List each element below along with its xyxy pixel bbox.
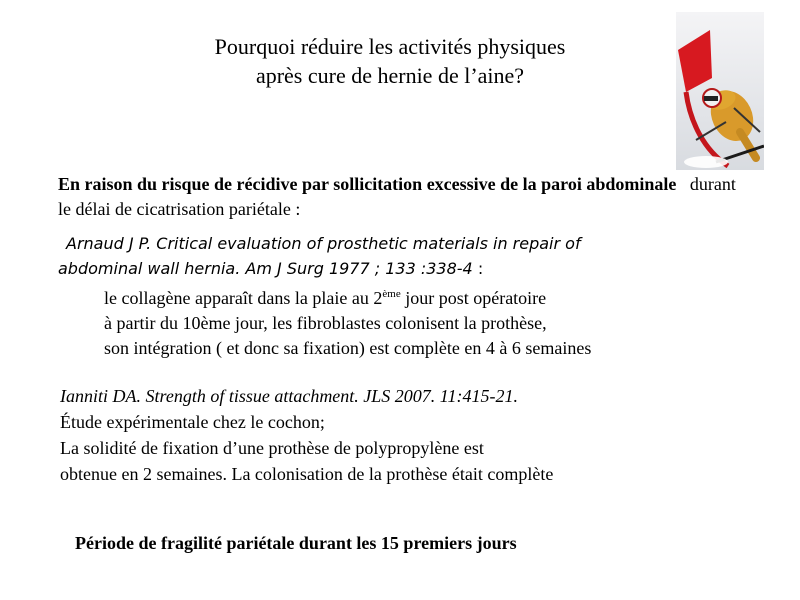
conclusion: Période de fragilité pariétale durant les 15 premiers jours <box>75 533 517 553</box>
arnaud-suffix: : <box>472 259 484 278</box>
skier-illustration-icon <box>676 12 764 170</box>
reference-arnaud <box>58 231 758 281</box>
skier-photo <box>676 12 764 170</box>
intro-bold: En raison du risque de récidive par sollicitation excessive de la paroi abdominale <box>58 174 677 194</box>
arnaud-citation-line-2: abdominal wall hernia. Am J Surg 1977 ; 133 :338-4 <box>58 259 473 278</box>
finding-collagen-end: jour post opératoire <box>400 288 547 308</box>
ianniti-line-2: Étude expérimentale chez le cochon; <box>60 412 325 432</box>
title-line-2: après cure de hernie de l’aine? <box>255 63 525 88</box>
finding-fibroblasts: à partir du 10ème jour, les fibroblastes colonisent la prothèse, <box>104 313 547 333</box>
arnaud-citation-line-1: Arnaud J P. Critical evaluation of prosthetic materials in repair of <box>66 234 581 253</box>
title-line-1: Pourquoi réduire les activités physiques <box>214 34 566 59</box>
finding-collagen-sup: ème <box>382 288 401 300</box>
finding-collagen <box>104 286 754 311</box>
reference-ianniti <box>60 383 760 487</box>
arnaud-findings <box>104 286 754 361</box>
ianniti-line-4: obtenue en 2 semaines. La colonisation de la prothèse était complète <box>60 464 554 484</box>
slide-title <box>150 32 630 90</box>
ianniti-citation: Ianniti DA. Strength of tissue attachment. JLS 2007. 11:415-21. <box>60 386 518 406</box>
finding-integration: son intégration ( et donc sa fixation) est complète en 4 à 6 semaines <box>104 338 592 358</box>
intro-normal: durant le délai de cicatrisation pariétale : <box>58 174 736 219</box>
intro-paragraph <box>58 172 748 222</box>
ianniti-line-3: La solidité de fixation d’une prothèse de polypropylène est <box>60 438 484 458</box>
finding-collagen-text: le collagène apparaît dans la plaie au 2 <box>104 288 383 308</box>
